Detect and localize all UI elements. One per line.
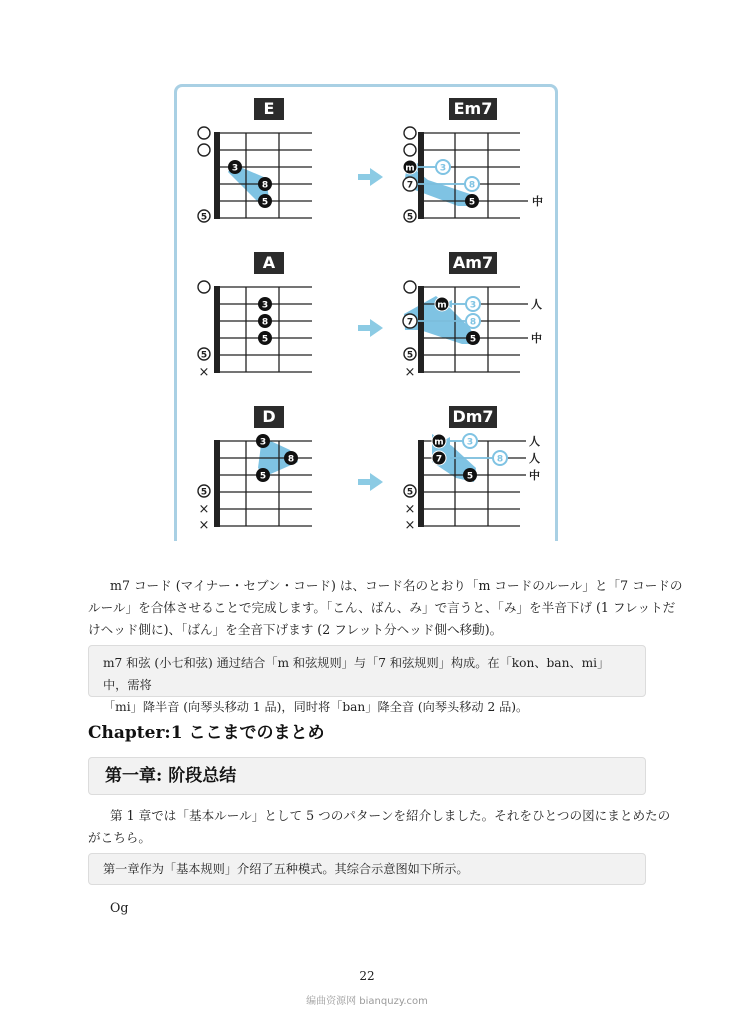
- svg-text:3: 3: [469, 300, 477, 311]
- svg-text:3: 3: [259, 437, 267, 448]
- finger-label: 人: [529, 435, 540, 448]
- ghost-dot-3: [463, 434, 477, 448]
- ghost-dot-8: [493, 451, 507, 465]
- muted-string-marker: ×: [404, 365, 416, 380]
- chord-diagram-am7: [403, 281, 542, 380]
- chord-title-am7: Am7: [449, 252, 497, 274]
- ghost-dot-8: [466, 314, 480, 328]
- muted-string-marker: ×: [198, 502, 210, 517]
- arrow-right-icon: [358, 319, 383, 337]
- cn-paragraph-1-line-1: m7 和弦 (小七和弦) 通过结合「m 和弦规则」与「7 和弦规则」构成。在「kon、ban、mi」中，需将: [103, 656, 610, 692]
- root-string-marker: [198, 485, 210, 498]
- watermark-text: 编曲资源网 bianquzy.com: [306, 996, 428, 1007]
- ghost-dot-8: [465, 177, 479, 191]
- chord-diagram-em7: [403, 127, 543, 223]
- ghost-dot-3: [466, 297, 480, 311]
- chord-title-d: D: [254, 406, 284, 428]
- jp-paragraph-2-line-1: 第 1 章では「基本ルール」として 5 つのパターンを紹介しました。それをひとつの図にまとめたの: [110, 808, 671, 823]
- chord-title-dm7: Dm7: [449, 406, 497, 428]
- root-string-marker: [198, 210, 210, 223]
- translation-box-2: [88, 853, 646, 885]
- finger-label: 中: [529, 469, 540, 482]
- finger-dot-7: [403, 177, 417, 191]
- og-text: Og: [110, 900, 129, 915]
- chapter-heading: Chapter:1 ここまでのまとめ: [88, 723, 325, 743]
- chord-diagram-e: [198, 127, 312, 223]
- finger-dot-8: [284, 451, 298, 465]
- svg-text:8: 8: [261, 180, 269, 191]
- chord-diagram-a: [198, 281, 312, 380]
- open-string-marker: [404, 144, 416, 156]
- finger-dot-5: [466, 331, 480, 345]
- svg-text:8: 8: [468, 180, 476, 191]
- jp-paragraph-1-line-2: ルール」を合体させることで完成します。「こん、ばん、み」で言うと、「み」を半音下げ (1 フレットだ: [88, 600, 676, 615]
- finger-dot-7: [403, 314, 417, 328]
- svg-text:5: 5: [469, 334, 477, 345]
- chord-diagram-d: [198, 434, 312, 533]
- chord-diagram-dm7: [404, 434, 540, 533]
- root-string-marker: [404, 348, 416, 361]
- finger-dot-3: [256, 434, 270, 448]
- svg-text:8: 8: [261, 317, 269, 328]
- chord-title-em7: Em7: [449, 98, 497, 120]
- svg-text:3: 3: [261, 300, 269, 311]
- finger-dot-m: [403, 160, 417, 174]
- svg-text:3: 3: [439, 163, 447, 174]
- root-label: 5: [200, 212, 208, 223]
- svg-text:5: 5: [406, 212, 414, 223]
- open-string-marker: [198, 127, 210, 139]
- svg-text:5: 5: [261, 334, 269, 345]
- ghost-dot-3: [436, 160, 450, 174]
- chord-title-e: E: [254, 98, 284, 120]
- svg-text:m: m: [437, 300, 447, 311]
- cn-paragraph-2: 第一章作为「基本规则」介绍了五种模式。其综合示意图如下所示。: [103, 862, 469, 876]
- finger-dot-8: [258, 314, 272, 328]
- finger-dot-m: [435, 297, 449, 311]
- finger-dot-5: [463, 468, 477, 482]
- svg-text:8: 8: [469, 317, 477, 328]
- finger-dot-m: [432, 434, 446, 448]
- muted-string-marker: ×: [404, 502, 416, 517]
- svg-text:8: 8: [496, 454, 504, 465]
- svg-text:5: 5: [406, 487, 414, 498]
- svg-text:5: 5: [259, 471, 267, 482]
- finger-label: 中: [531, 332, 542, 345]
- muted-string-marker: ×: [198, 365, 210, 380]
- arrow-right-icon: [358, 473, 383, 491]
- page-number: 22: [359, 969, 375, 983]
- jp-paragraph-1-line-3: けヘッド側に)、「ばん」を全音下げます (2 フレット分ヘッド側へ移動)。: [88, 622, 503, 637]
- root-string-marker: [404, 485, 416, 498]
- finger-dot-5: [258, 331, 272, 345]
- open-string-marker: [198, 144, 210, 156]
- jp-paragraph-2-line-2: がこちら。: [88, 830, 151, 845]
- root-string-marker: [404, 210, 416, 223]
- svg-text:5: 5: [468, 197, 476, 208]
- root-string-marker: [198, 348, 210, 361]
- svg-text:3: 3: [231, 163, 239, 174]
- finger-dot-5: [258, 194, 272, 208]
- svg-text:7: 7: [406, 317, 414, 328]
- finger-label: 中: [532, 195, 543, 208]
- chapter-heading-translation: 第一章: 阶段总结: [88, 757, 646, 795]
- open-string-marker: [404, 127, 416, 139]
- open-string-marker: [198, 281, 210, 293]
- svg-text:7: 7: [435, 454, 443, 465]
- finger-dot-5: [465, 194, 479, 208]
- muted-string-marker: ×: [198, 518, 210, 533]
- svg-text:3: 3: [466, 437, 474, 448]
- svg-text:m: m: [405, 163, 415, 174]
- finger-label: 人: [529, 452, 540, 465]
- jp-paragraph-1-line-1: m7 コード (マイナー・セブン・コード) は、コード名のとおり「m コードのルール」と「7 コードの: [110, 578, 683, 593]
- svg-text:7: 7: [406, 180, 414, 191]
- finger-dot-8: [258, 177, 272, 191]
- svg-text:5: 5: [261, 197, 269, 208]
- finger-label: 人: [531, 298, 542, 311]
- finger-dot-5: [256, 468, 270, 482]
- muted-string-marker: ×: [404, 518, 416, 533]
- finger-dot-7: [432, 451, 446, 465]
- chord-title-a: A: [254, 252, 284, 274]
- svg-text:m: m: [434, 437, 444, 448]
- open-string-marker: [404, 281, 416, 293]
- arrow-right-icon: [358, 168, 383, 186]
- svg-text:5: 5: [200, 487, 208, 498]
- translation-box-1: [88, 645, 646, 714]
- finger-dot-3: [228, 160, 242, 174]
- svg-text:8: 8: [287, 454, 295, 465]
- finger-dot-3: [258, 297, 272, 311]
- cn-paragraph-1-line-2: 「mi」降半音 (向琴头移动 1 品)，同时将「ban」降全音 (向琴头移动 2 品)。: [103, 700, 529, 714]
- svg-text:5: 5: [200, 350, 208, 361]
- svg-text:5: 5: [466, 471, 474, 482]
- svg-text:5: 5: [406, 350, 414, 361]
